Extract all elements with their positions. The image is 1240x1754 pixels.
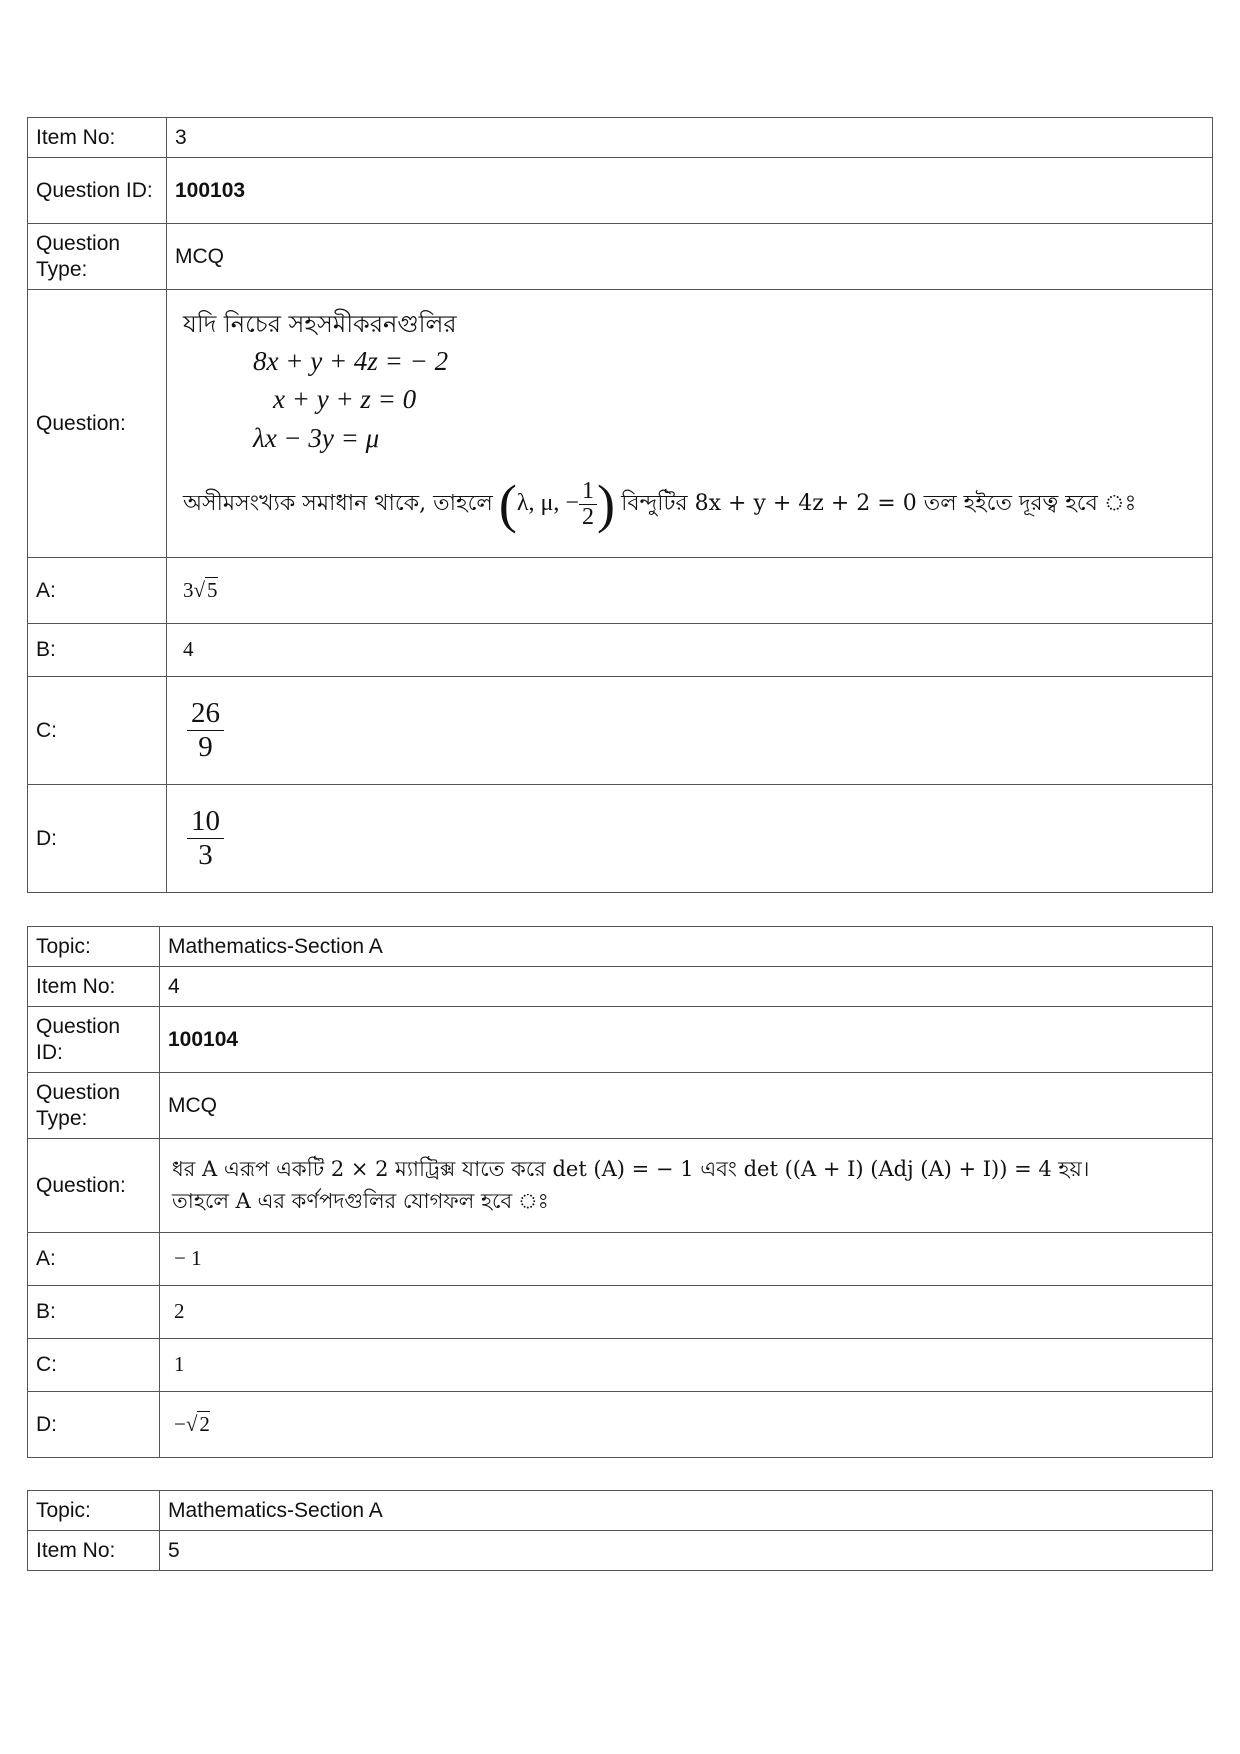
table-row: [28, 1392, 1213, 1458]
option-a-label: A:: [28, 1233, 160, 1286]
question-intro: যদি নিচের সহসমীকরনগুলির: [183, 310, 457, 339]
point-fraction: [579, 479, 597, 530]
table-row: [28, 290, 1213, 558]
option-a-value: [167, 558, 1213, 624]
sqrt-symbol: √5: [193, 577, 218, 602]
question-line: [183, 472, 1196, 537]
option-d-value: [160, 1392, 1213, 1458]
table-row: [28, 224, 1213, 290]
option-d-num: 10: [187, 805, 224, 839]
option-d-value: [167, 785, 1213, 893]
table-row: [28, 1007, 1213, 1073]
option-d-label: D:: [28, 1392, 160, 1458]
right-paren: ): [596, 474, 615, 535]
topic-label: Topic:: [28, 927, 160, 967]
option-d-label: D:: [28, 785, 167, 893]
question-type-value: MCQ: [160, 1073, 1213, 1139]
equation-1: 8x + y + 4z = − 2: [253, 345, 449, 376]
question-line-1: ধর A এরূপ একটি 2 × 2 ম্যাট্রিক্স যাতে করে det (A) = − 1 এবং det ((A + I) (Adj (A) + I)) = 4 হয়।: [172, 1157, 1090, 1182]
option-c-fraction: [187, 697, 224, 765]
question-id-label: Question ID:: [28, 1007, 160, 1073]
line-after: বিন্দুটির 8x + y + 4z + 2 = 0 তল হইতে দূরত্ব হবে ঃ: [621, 491, 1137, 517]
item-no-label: Item No:: [28, 967, 160, 1007]
left-paren: (: [498, 474, 517, 535]
question-3-table: [27, 117, 1213, 893]
question-id-value: 100103: [167, 158, 1213, 224]
table-row: [28, 927, 1213, 967]
question-id-label: Question ID:: [28, 158, 167, 224]
option-c-label: C:: [28, 1339, 160, 1392]
table-row: [28, 558, 1213, 624]
sqrt-symbol: √2: [185, 1411, 210, 1436]
option-d-den: 3: [198, 839, 213, 871]
table-row: [28, 158, 1213, 224]
item-no-value: 3: [167, 118, 1213, 158]
item-no-label: Item No:: [28, 1531, 160, 1571]
option-c-value: 1: [160, 1339, 1213, 1392]
option-c-label: C:: [28, 677, 167, 785]
equation-3: λx − 3y = μ: [253, 422, 380, 453]
option-c-num: 26: [187, 697, 224, 731]
question-label: Question:: [28, 1139, 160, 1233]
option-a-radicand: 5: [207, 577, 218, 602]
table-row: [28, 1073, 1213, 1139]
item-no-value: 5: [160, 1531, 1213, 1571]
point-fraction-num: 1: [579, 479, 597, 505]
table-row: [28, 1286, 1213, 1339]
question-type-label: Question Type:: [28, 1073, 160, 1139]
table-row: [28, 118, 1213, 158]
option-b-value: 4: [167, 624, 1213, 677]
question-5-table: [27, 1490, 1213, 1571]
option-d-sign: −: [174, 1411, 186, 1436]
question-body: [167, 290, 1213, 558]
table-row: [28, 967, 1213, 1007]
question-label: Question:: [28, 290, 167, 558]
point-head: λ, μ, −: [516, 490, 579, 517]
table-row: [28, 1233, 1213, 1286]
option-a-coef: 3: [183, 577, 194, 602]
table-row: [28, 1531, 1213, 1571]
table-row: [28, 624, 1213, 677]
topic-label: Topic:: [28, 1491, 160, 1531]
option-c-value: [167, 677, 1213, 785]
option-d-fraction: [187, 805, 224, 873]
table-row: [28, 1139, 1213, 1233]
option-b-label: B:: [28, 1286, 160, 1339]
table-row: [28, 1491, 1213, 1531]
option-a-value: − 1: [160, 1233, 1213, 1286]
question-type-value: MCQ: [167, 224, 1213, 290]
question-4-table: [27, 926, 1213, 1458]
question-id-value: 100104: [160, 1007, 1213, 1073]
question-type-label: Question Type:: [28, 224, 167, 290]
topic-value: Mathematics-Section A: [160, 1491, 1213, 1531]
option-b-value: 2: [160, 1286, 1213, 1339]
item-no-value: 4: [160, 967, 1213, 1007]
option-b-label: B:: [28, 624, 167, 677]
option-a-label: A:: [28, 558, 167, 624]
table-row: [28, 785, 1213, 893]
item-no-label: Item No:: [28, 118, 167, 158]
line-before: অসীমসংখ্যক সমাধান থাকে, তাহলে: [183, 491, 493, 517]
table-row: [28, 1339, 1213, 1392]
topic-value: Mathematics-Section A: [160, 927, 1213, 967]
question-body: [160, 1139, 1213, 1233]
option-d-radicand: 2: [199, 1411, 210, 1436]
option-c-den: 9: [198, 731, 213, 763]
equation-2: x + y + z = 0: [273, 384, 417, 415]
question-line-2: তাহলে A এর কর্ণপদগুলির যোগফল হবে ঃ: [172, 1188, 549, 1213]
point-fraction-den: 2: [581, 503, 594, 530]
table-row: [28, 677, 1213, 785]
